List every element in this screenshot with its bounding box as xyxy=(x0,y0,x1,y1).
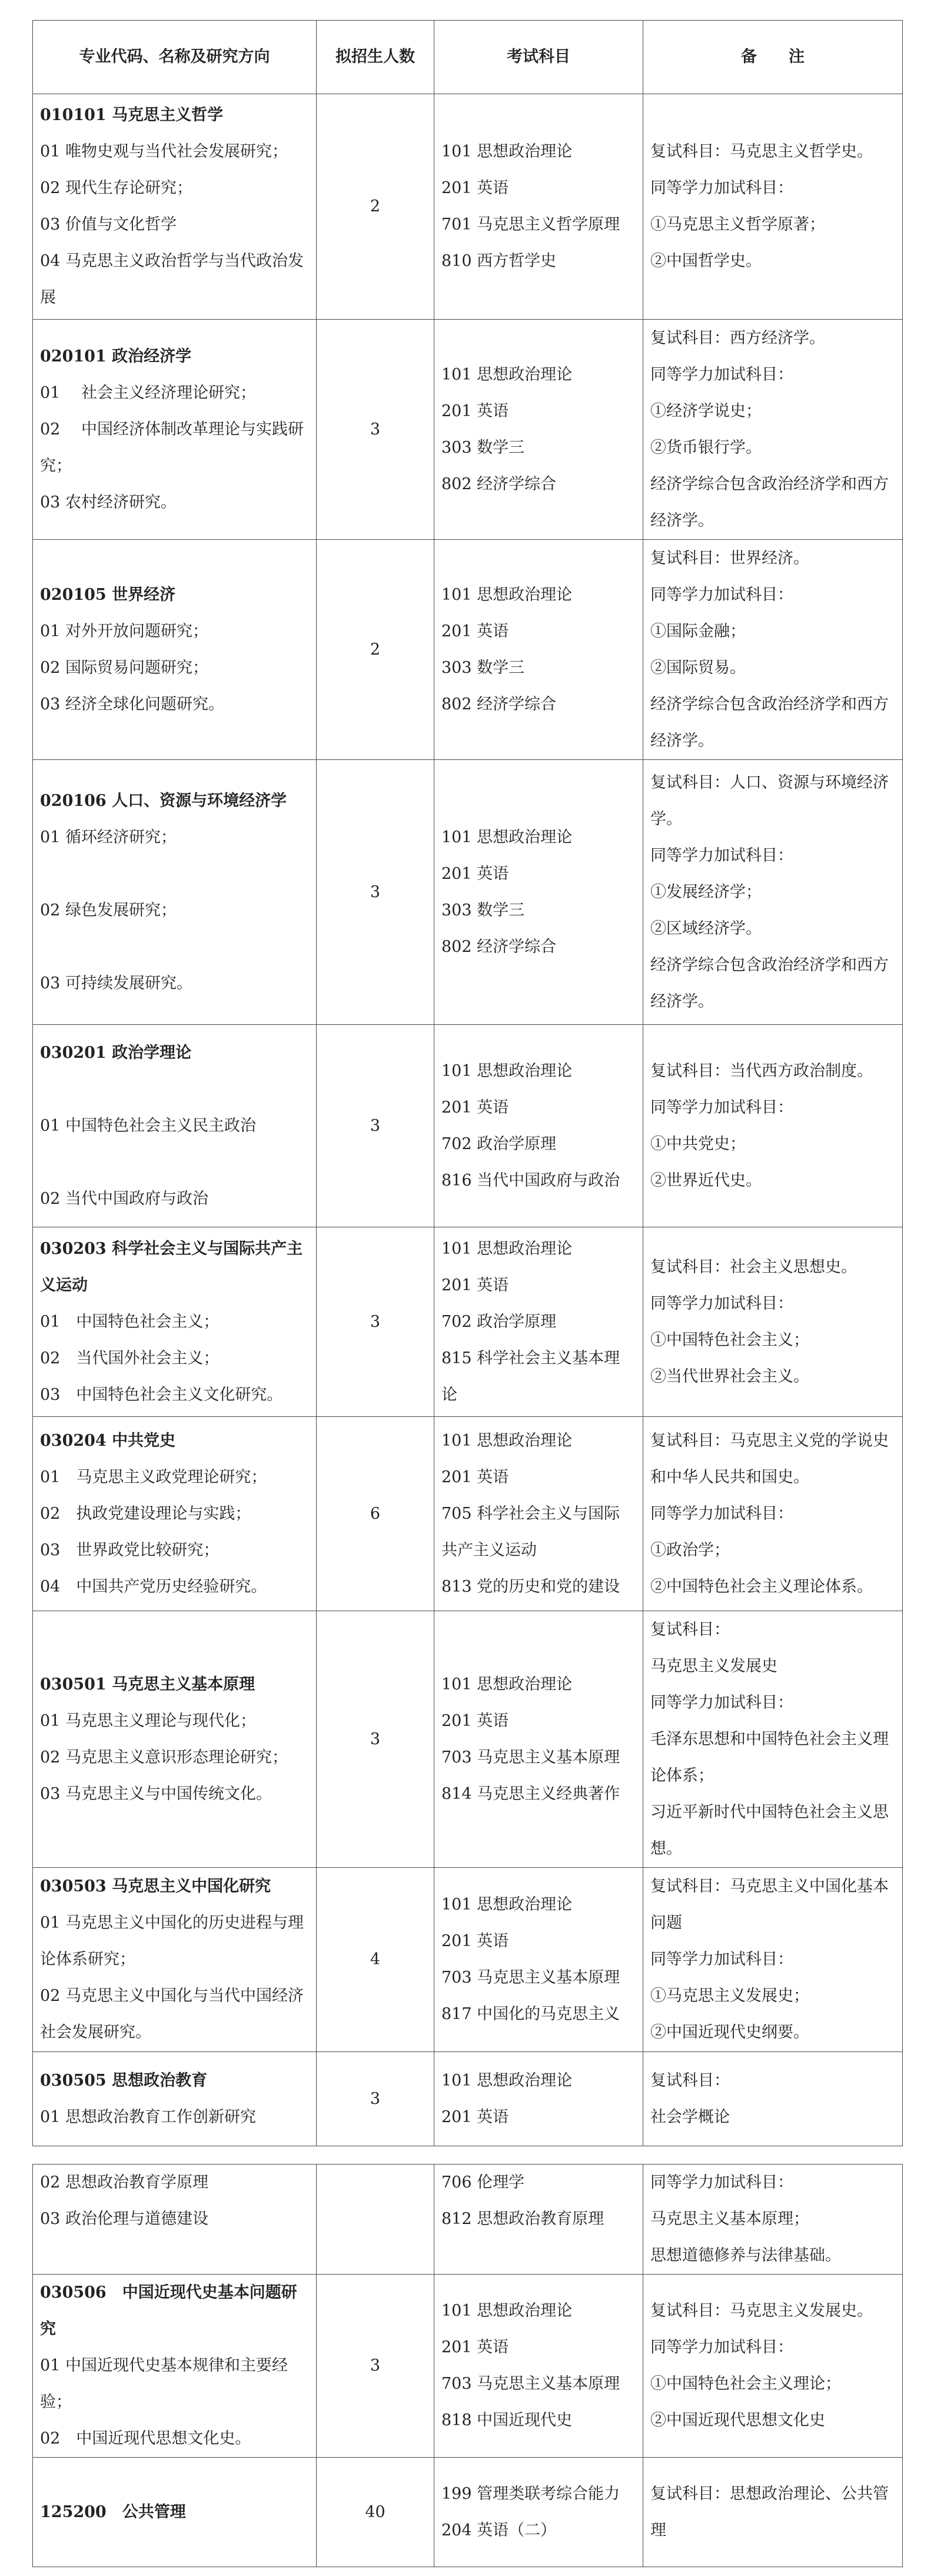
direction: 03 价值与文化哲学 xyxy=(40,215,177,234)
exam-subject: 201 英语 xyxy=(441,401,509,420)
direction: 02 当代国外社会主义； xyxy=(40,1349,220,1367)
note: ②中国近现代史纲要。 xyxy=(650,2023,809,2041)
direction: 01 社会主义经济理论研究； xyxy=(40,383,256,402)
direction: 02 思想政治教育学原理 xyxy=(40,2173,208,2192)
direction: 01 对外开放问题研究； xyxy=(40,622,208,640)
note: 经济学综合包含政治经济学和西方经济学。 xyxy=(650,474,889,530)
major-title: 030501 马克思主义基本原理 xyxy=(40,1675,255,1694)
note: 复试科目：当代西方政治制度。 xyxy=(650,1061,873,1080)
major-cell xyxy=(33,1227,317,1417)
admissions-table-continued xyxy=(32,2164,903,2567)
exam-cell xyxy=(434,1868,643,2052)
direction: 02 执政党建设理论与实践； xyxy=(40,1504,251,1523)
exam-subject: 201 英语 xyxy=(441,1932,509,1950)
exam-subject: 101 思想政治理论 xyxy=(441,1431,573,1450)
quota-cell: 40 xyxy=(317,2458,434,2567)
direction: 01 循环经济研究； xyxy=(40,828,177,847)
note: ①国际金融； xyxy=(650,622,746,640)
direction: 01 马克思主义理论与现代化； xyxy=(40,1711,256,1730)
major-title: 125200 公共管理 xyxy=(40,2502,186,2521)
exam-subject: 201 英语 xyxy=(441,179,509,197)
note: ①马克思主义发展史； xyxy=(650,1987,809,2005)
table-row xyxy=(33,1611,903,1868)
direction: 02 当代中国政府与政治 xyxy=(40,1189,208,1208)
note: ①中共党史； xyxy=(650,1134,746,1153)
direction: 02 马克思主义中国化与当代中国经济社会发展研究。 xyxy=(40,1987,304,2041)
exam-subject: 703 马克思主义基本原理 xyxy=(441,1748,620,1767)
header-quota: 拟招生人数 xyxy=(317,21,434,94)
direction: 03 世界政党比较研究； xyxy=(40,1541,220,1559)
note: 同等学力加试科目： xyxy=(650,2338,793,2356)
note: 复试科目：马克思主义发展史。 xyxy=(650,2302,873,2320)
quota-cell: 3 xyxy=(317,1227,434,1417)
note: 复试科目： xyxy=(650,1620,730,1639)
major-title: 010101 马克思主义哲学 xyxy=(40,106,224,124)
table-row xyxy=(33,1417,903,1611)
direction: 04 中国共产党历史经验研究。 xyxy=(40,1577,267,1596)
direction: 01 马克思主义中国化的历史进程与理论体系研究； xyxy=(40,1914,304,1968)
exam-cell xyxy=(434,1417,643,1611)
exam-cell xyxy=(434,94,643,320)
notes-cell xyxy=(643,540,903,760)
table-row xyxy=(33,540,903,760)
note: 同等学力加试科目： xyxy=(650,2173,793,2192)
note: 同等学力加试科目： xyxy=(650,1098,793,1117)
note: ①政治学； xyxy=(650,1541,730,1559)
exam-subject: 101 思想政治理论 xyxy=(441,1239,573,1258)
major-cell xyxy=(33,2052,317,2146)
direction: 03 可持续发展研究。 xyxy=(40,974,192,992)
major-cell xyxy=(33,94,317,320)
exam-subject: 201 英语 xyxy=(441,1276,509,1294)
table-row xyxy=(33,1025,903,1227)
direction: 01 中国特色社会主义； xyxy=(40,1312,220,1331)
header-exam: 考试科目 xyxy=(434,21,643,94)
note: 思想道德修养与法律基础。 xyxy=(650,2246,841,2265)
exam-cell xyxy=(434,1611,643,1868)
exam-subject: 201 英语 xyxy=(441,622,509,640)
exam-subject: 101 思想政治理论 xyxy=(441,1675,573,1694)
table-row xyxy=(33,2052,903,2146)
exam-subject: 101 思想政治理论 xyxy=(441,828,573,847)
exam-cell xyxy=(434,2275,643,2458)
admissions-table-page xyxy=(32,20,902,2567)
spacer xyxy=(40,856,309,892)
note: 同等学力加试科目： xyxy=(650,1504,793,1523)
note: ②中国哲学史。 xyxy=(650,252,762,270)
quota-cell: 3 xyxy=(317,2275,434,2458)
exam-subject: 101 思想政治理论 xyxy=(441,2302,573,2320)
major-cell xyxy=(33,2165,317,2275)
exam-subject: 199 管理类联考综合能力 xyxy=(441,2484,620,2503)
quota-cell: 2 xyxy=(317,540,434,760)
note: 马克思主义基本原理； xyxy=(650,2210,809,2228)
spacer xyxy=(441,2238,636,2274)
table-row xyxy=(33,760,903,1025)
quota-cell: 4 xyxy=(317,1868,434,2052)
direction: 02 现代生存论研究； xyxy=(40,179,192,197)
exam-subject: 810 西方哲学史 xyxy=(441,252,557,270)
major-title: 030503 马克思主义中国化研究 xyxy=(40,1877,271,1896)
exam-subject: 802 经济学综合 xyxy=(441,474,557,493)
exam-subject: 101 思想政治理论 xyxy=(441,365,573,384)
table-row xyxy=(33,1868,903,2052)
notes-cell xyxy=(643,2052,903,2146)
exam-cell xyxy=(434,2458,643,2567)
major-cell xyxy=(33,320,317,540)
note: 毛泽东思想和中国特色社会主义理论体系； xyxy=(650,1729,889,1785)
exam-subject: 703 马克思主义基本原理 xyxy=(441,2375,620,2393)
quota-cell: 3 xyxy=(317,320,434,540)
exam-subject: 101 思想政治理论 xyxy=(441,1061,573,1080)
exam-subject: 706 伦理学 xyxy=(441,2173,525,2192)
note: ②世界近代史。 xyxy=(650,1171,762,1190)
major-cell xyxy=(33,2275,317,2458)
exam-cell xyxy=(434,2165,643,2275)
note: 复试科目：西方经济学。 xyxy=(650,328,825,347)
major-title: 030506 中国近现代史基本问题研究 xyxy=(40,2283,297,2338)
major-title: 020106 人口、资源与环境经济学 xyxy=(40,791,287,810)
major-title: 020101 政治经济学 xyxy=(40,347,192,366)
notes-cell xyxy=(643,1025,903,1227)
note: 同等学力加试科目： xyxy=(650,1693,793,1712)
note: 复试科目：人口、资源与环境经济学。 xyxy=(650,773,889,828)
note: ①中国特色社会主义理论； xyxy=(650,2375,841,2393)
exam-cell xyxy=(434,760,643,1025)
major-title: 020105 世界经济 xyxy=(40,585,176,604)
spacer xyxy=(40,929,309,965)
note: 复试科目：马克思主义中国化基本问题 xyxy=(650,1877,889,1932)
major-cell xyxy=(33,2458,317,2567)
direction: 02 马克思主义意识形态理论研究； xyxy=(40,1748,288,1767)
exam-subject: 812 思想政治教育原理 xyxy=(441,2210,604,2228)
note: 社会学概论 xyxy=(650,2107,730,2126)
notes-cell xyxy=(643,320,903,540)
major-title: 030203 科学社会主义与国际共产主义运动 xyxy=(40,1239,303,1294)
major-cell xyxy=(33,760,317,1025)
note: 复试科目：马克思主义党的学说史和中华人民共和国史。 xyxy=(650,1431,889,1486)
note: 同等学力加试科目： xyxy=(650,1950,793,1968)
notes-cell xyxy=(643,1417,903,1611)
major-title: 030201 政治学理论 xyxy=(40,1043,192,1062)
note: ②中国近现代思想文化史 xyxy=(650,2411,825,2429)
exam-subject: 201 英语 xyxy=(441,864,509,883)
direction: 03 政治伦理与道德建设 xyxy=(40,2210,208,2228)
exam-cell xyxy=(434,540,643,760)
direction: 04 马克思主义政治哲学与当代政治发展 xyxy=(40,252,304,307)
direction: 01 中国近现代史基本规律和主要经验； xyxy=(40,2356,288,2411)
exam-subject: 703 马克思主义基本原理 xyxy=(441,1968,620,1987)
note: 同等学力加试科目： xyxy=(650,1294,793,1313)
exam-subject: 817 中国化的马克思主义 xyxy=(441,2005,620,2023)
exam-subject: 201 英语 xyxy=(441,1098,509,1117)
exam-subject: 705 科学社会主义与国际共产主义运动 xyxy=(441,1504,620,1559)
quota-cell: 3 xyxy=(317,1611,434,1868)
notes-cell xyxy=(643,2165,903,2275)
exam-subject: 802 经济学综合 xyxy=(441,695,557,713)
exam-subject: 201 英语 xyxy=(441,1711,509,1730)
exam-subject: 802 经济学综合 xyxy=(441,937,557,956)
exam-subject: 818 中国近现代史 xyxy=(441,2411,573,2429)
exam-subject: 303 数学三 xyxy=(441,901,525,919)
quota-cell xyxy=(317,2165,434,2275)
note: ②国际贸易。 xyxy=(650,658,746,677)
exam-subject: 303 数学三 xyxy=(441,658,525,677)
quota-cell: 3 xyxy=(317,2052,434,2146)
note: 同等学力加试科目： xyxy=(650,585,793,604)
direction: 01 唯物史观与当代社会发展研究； xyxy=(40,142,288,161)
exam-cell xyxy=(434,1227,643,1417)
table-row xyxy=(33,1227,903,1417)
notes-cell xyxy=(643,94,903,320)
spacer xyxy=(40,1071,309,1108)
note: 同等学力加试科目： xyxy=(650,365,793,384)
major-title: 030505 思想政治教育 xyxy=(40,2071,208,2090)
exam-subject: 813 党的历史和党的建设 xyxy=(441,1577,620,1596)
table-row xyxy=(33,2458,903,2567)
notes-cell xyxy=(643,1611,903,1868)
major-cell xyxy=(33,540,317,760)
note: 马克思主义发展史 xyxy=(650,1657,777,1675)
table-row xyxy=(33,94,903,320)
admissions-table xyxy=(32,20,903,2146)
exam-subject: 814 马克思主义经典著作 xyxy=(441,1784,620,1803)
exam-subject: 204 英语（二） xyxy=(441,2521,557,2540)
notes-cell xyxy=(643,1227,903,1417)
note: ②货币银行学。 xyxy=(650,438,762,457)
note: ②当代世界社会主义。 xyxy=(650,1367,809,1386)
direction: 01 思想政治教育工作创新研究 xyxy=(40,2107,256,2126)
notes-cell xyxy=(643,1868,903,2052)
spacer xyxy=(40,2238,309,2274)
note: 复试科目：马克思主义哲学史。 xyxy=(650,142,873,161)
exam-subject: 303 数学三 xyxy=(441,438,525,457)
note: ①中国特色社会主义； xyxy=(650,1330,809,1349)
note: ②中国特色社会主义理论体系。 xyxy=(650,1577,873,1596)
spacer xyxy=(40,1144,309,1181)
major-cell xyxy=(33,1417,317,1611)
exam-subject: 101 思想政治理论 xyxy=(441,1896,573,1914)
exam-subject: 702 政治学原理 xyxy=(441,1134,557,1153)
note: 习近平新时代中国特色社会主义思想。 xyxy=(650,1802,889,1858)
exam-subject: 816 当代中国政府与政治 xyxy=(441,1171,620,1190)
direction: 03 中国特色社会主义文化研究。 xyxy=(40,1385,283,1404)
major-cell xyxy=(33,1611,317,1868)
exam-subject: 101 思想政治理论 xyxy=(441,2071,573,2090)
exam-cell xyxy=(434,320,643,540)
exam-subject: 815 科学社会主义基本理论 xyxy=(441,1349,620,1404)
major-cell xyxy=(33,1868,317,2052)
header-notes: 备 注 xyxy=(643,21,903,94)
note: ①马克思主义哲学原著； xyxy=(650,215,825,234)
table-row xyxy=(33,2275,903,2458)
direction: 03 马克思主义与中国传统文化。 xyxy=(40,1784,272,1803)
note: 经济学综合包含政治经济学和西方经济学。 xyxy=(650,695,889,750)
direction: 02 中国经济体制改革理论与实践研究； xyxy=(40,420,304,475)
note: 同等学力加试科目： xyxy=(650,179,793,197)
quota-cell: 6 xyxy=(317,1417,434,1611)
note: ①经济学说史； xyxy=(650,401,762,420)
direction: 03 农村经济研究。 xyxy=(40,493,177,512)
direction: 01 中国特色社会主义民主政治 xyxy=(40,1116,256,1135)
note: ①发展经济学； xyxy=(650,882,762,901)
note: 复试科目：世界经济。 xyxy=(650,549,809,567)
exam-subject: 101 思想政治理论 xyxy=(441,585,573,604)
exam-subject: 101 思想政治理论 xyxy=(441,142,573,161)
exam-subject: 201 英语 xyxy=(441,2338,509,2356)
header-major: 专业代码、名称及研究方向 xyxy=(33,21,317,94)
notes-cell xyxy=(643,2458,903,2567)
exam-subject: 201 英语 xyxy=(441,2107,509,2126)
table-header-row xyxy=(33,21,903,94)
direction: 03 经济全球化问题研究。 xyxy=(40,695,224,713)
exam-cell xyxy=(434,1025,643,1227)
note: 复试科目：思想政治理论、公共管理 xyxy=(650,2484,889,2540)
major-cell xyxy=(33,1025,317,1227)
quota-cell: 3 xyxy=(317,1025,434,1227)
direction: 02 中国近现代思想文化史。 xyxy=(40,2429,251,2448)
note: 经济学综合包含政治经济学和西方经济学。 xyxy=(650,955,889,1011)
exam-subject: 702 政治学原理 xyxy=(441,1312,557,1331)
quota-cell: 3 xyxy=(317,760,434,1025)
note: 复试科目： xyxy=(650,2071,730,2090)
exam-cell xyxy=(434,2052,643,2146)
exam-subject: 701 马克思主义哲学原理 xyxy=(441,215,620,234)
table-row xyxy=(33,2165,903,2275)
direction: 02 国际贸易问题研究； xyxy=(40,658,208,677)
direction: 02 绿色发展研究； xyxy=(40,901,177,919)
exam-subject: 201 英语 xyxy=(441,1468,509,1486)
note: 复试科目：社会主义思想史。 xyxy=(650,1257,857,1276)
quota-cell: 2 xyxy=(317,94,434,320)
direction: 01 马克思主义政党理论研究； xyxy=(40,1468,267,1486)
note: ②区域经济学。 xyxy=(650,919,762,938)
major-title: 030204 中共党史 xyxy=(40,1431,176,1450)
note: 同等学力加试科目： xyxy=(650,846,793,865)
notes-cell xyxy=(643,2275,903,2458)
notes-cell xyxy=(643,760,903,1025)
table-row xyxy=(33,320,903,540)
